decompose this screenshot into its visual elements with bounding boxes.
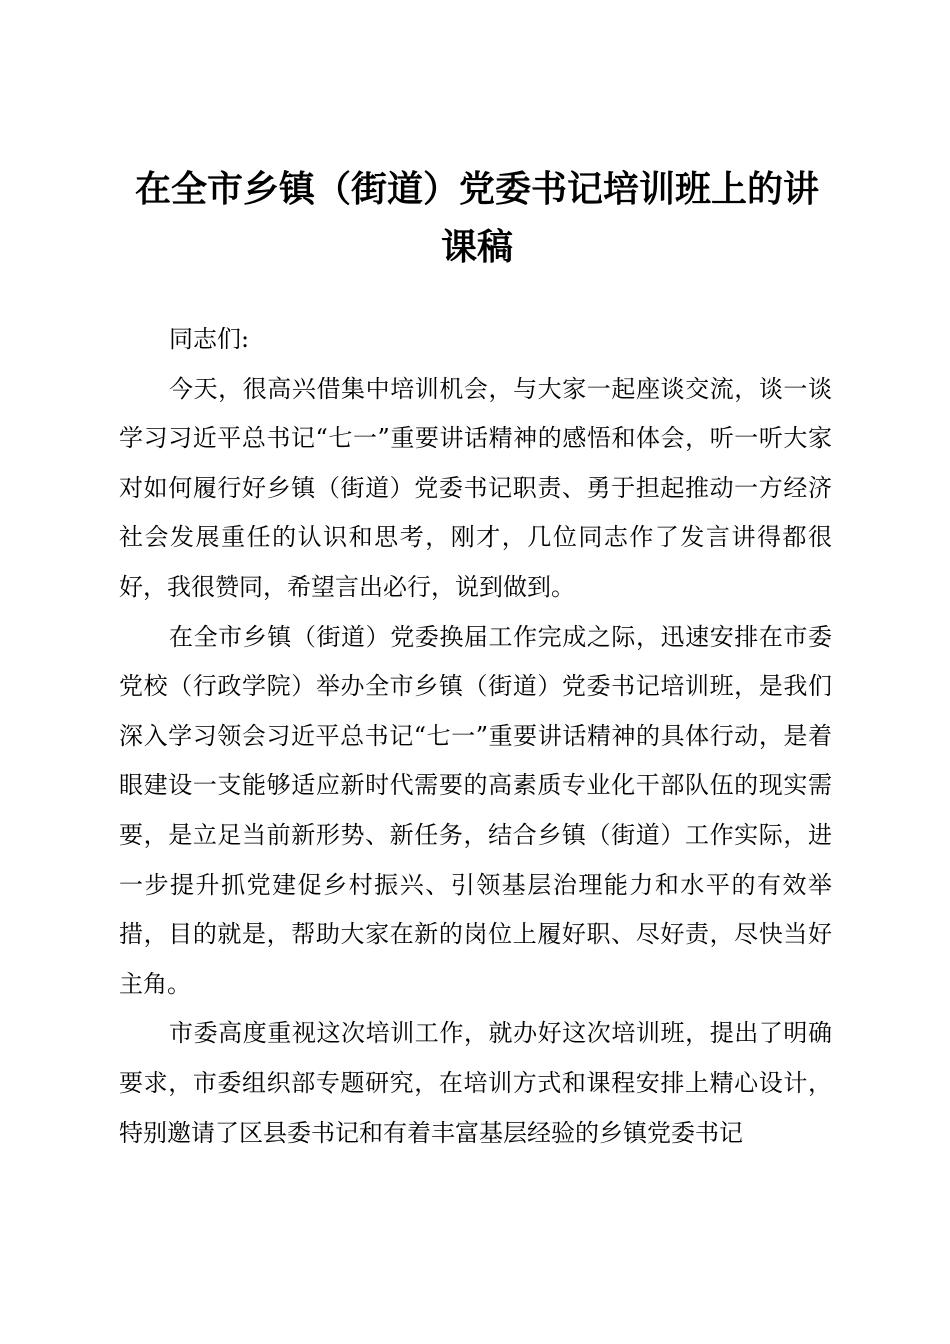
paragraph-committee-emphasis: 市委高度重视这次培训工作，就办好这次培训班，提出了明确要求，市委组织部专题研究，在培训方式和课程安排上精心设计，特别邀请了区县委书记和有着丰富基层经验的乡镇党委书记 [119, 1019, 832, 1147]
salutation: 同志们: [169, 325, 250, 353]
document-body [119, 315, 832, 1158]
document-title: 在全市乡镇（街道）党委书记培训班上的讲课稿 [134, 168, 819, 268]
paragraph-opening: 今天，很高兴借集中培训机会，与大家一起座谈交流，谈一谈学习习近平总书记“七一”重要讲话精神的感悟和体会，听一听大家对如何履行好乡镇（街道）党委书记职责、勇于担起推动一方经济社会发展重任的认识和思考，刚才，几位同志作了发言讲得都很好，我很赞同，希望言出必行，说到做到。 [119, 374, 832, 601]
paragraph-training-purpose: 在全市乡镇（街道）党委换届工作完成之际，迅速安排在市委党校（行政学院）举办全市乡镇（街道）党委书记培训班，是我们深入学习领会习近平总书记“七一”重要讲话精神的具体行动，是着眼建设一支能够适应新时代需要的高素质专业化干部队伍的现实需要，是立足当前新形势、新任务，结合乡镇（街道）工作实际，进一步提升抓党建促乡村振兴、引领基层治理能力和水平的有效举措，目的就是，帮助大家在新的岗位上履好职、尽好责，尽快当好主角。 [119, 622, 832, 998]
